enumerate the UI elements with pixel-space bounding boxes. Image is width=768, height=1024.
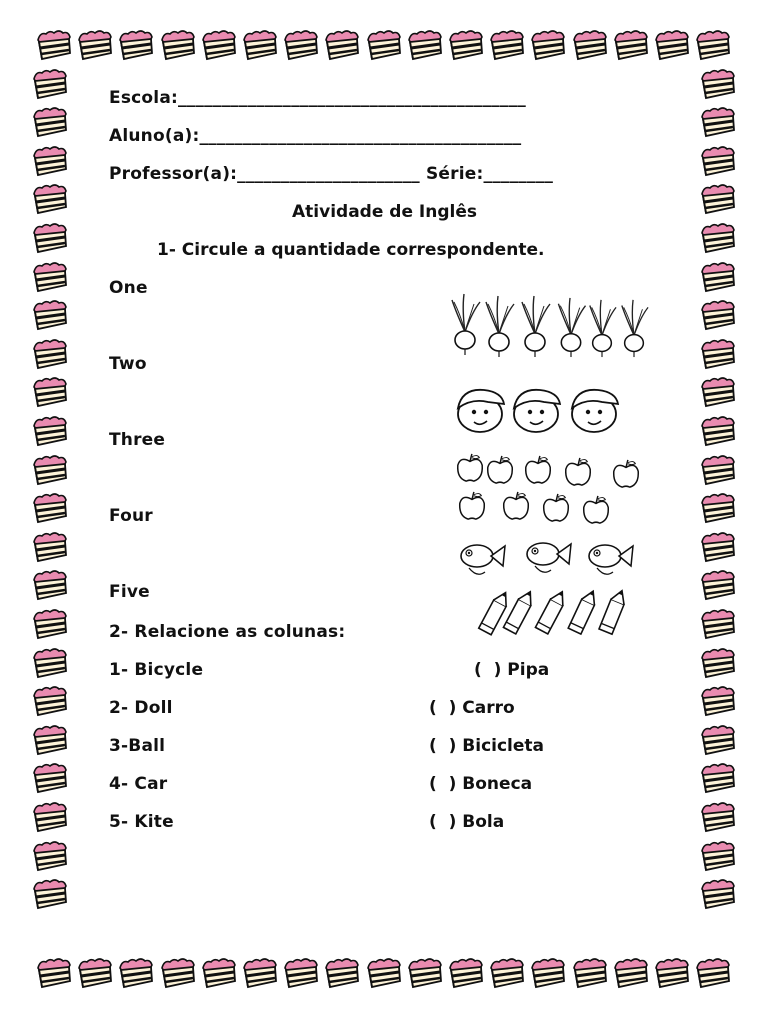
exercise1-instruction: 1- Circule a quantidade correspondente.	[157, 240, 545, 260]
right-item-boneca[interactable]: ( ) Boneca	[429, 774, 533, 794]
word-three: Three	[109, 430, 166, 450]
left-item-car: 4- Car	[109, 774, 168, 794]
word-five: Five	[109, 582, 150, 602]
right-item-carro[interactable]: ( ) Carro	[429, 698, 515, 718]
boy-face-group[interactable]	[448, 384, 628, 442]
left-item-bicycle: 1- Bicycle	[109, 660, 204, 680]
right-item-pipa[interactable]: ( ) Pipa	[474, 660, 550, 680]
pencil-group[interactable]	[476, 585, 636, 645]
left-item-doll: 2- Doll	[109, 698, 173, 718]
escola-field[interactable]: Escola:________________________________________	[109, 88, 526, 108]
word-two: Two	[109, 354, 147, 374]
page-title: Atividade de Inglês	[292, 202, 477, 222]
word-one: One	[109, 278, 148, 298]
aluno-field[interactable]: Aluno(a):_____________________________________	[109, 126, 522, 146]
fish-group[interactable]	[455, 532, 645, 588]
word-four: Four	[109, 506, 153, 526]
left-item-kite: 5- Kite	[109, 812, 174, 832]
apple-group[interactable]	[455, 450, 645, 534]
right-item-bola[interactable]: ( ) Bola	[429, 812, 505, 832]
right-item-bicicleta[interactable]: ( ) Bicicleta	[429, 736, 545, 756]
professor-serie-field[interactable]: Professor(a):_____________________ Série:________	[109, 164, 554, 184]
left-item-ball: 3-Ball	[109, 736, 166, 756]
exercise2-instruction: 2- Relacione as colunas:	[109, 622, 346, 642]
radish-group[interactable]	[448, 292, 656, 362]
